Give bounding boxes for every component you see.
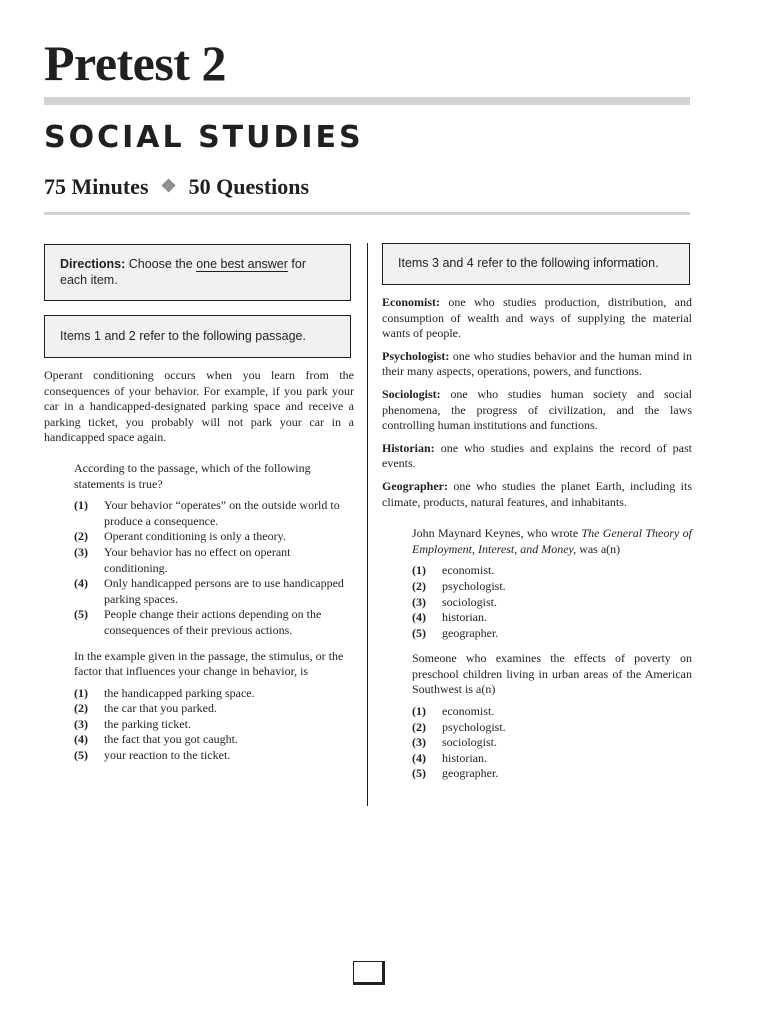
header-rule xyxy=(44,97,690,105)
left-column xyxy=(44,368,354,774)
answer-option[interactable]: (5) geographer. xyxy=(412,766,499,781)
question-1-stem: According to the passage, which of the following statements is true? xyxy=(74,460,311,491)
answer-option[interactable]: (1) the handicapped parking space. xyxy=(74,685,255,700)
time-limit: 75 Minutes xyxy=(44,174,149,199)
right-column xyxy=(382,295,692,792)
answer-option[interactable]: (3) the parking ticket. xyxy=(74,716,191,731)
diamond-separator-icon: ❖ xyxy=(160,176,177,196)
answer-option[interactable]: (2) Operant conditioning is only a theory. xyxy=(74,529,286,544)
test-meta xyxy=(44,176,309,198)
answer-option[interactable]: (4) historian. xyxy=(412,610,487,625)
question-1-options xyxy=(74,498,354,638)
directions-text-post: for each item. xyxy=(60,257,307,287)
answer-option[interactable]: (1) economist. xyxy=(412,563,495,578)
page-marker-icon xyxy=(353,961,385,985)
answer-option[interactable]: (2) psychologist. xyxy=(412,719,506,734)
header-divider xyxy=(44,212,690,215)
answer-option[interactable]: (4) historian. xyxy=(412,750,487,765)
page-title: Pretest 2 xyxy=(44,35,226,91)
answer-option[interactable]: (5) your reaction to the ticket. xyxy=(74,748,231,763)
question-1 xyxy=(74,461,354,639)
question-3-options xyxy=(412,563,692,641)
question-3 xyxy=(412,526,692,641)
definition-economist: Economist: one who studies production, distribution, and consumption of wealth and ways of supplying the material wants of people. xyxy=(382,295,693,341)
answer-option[interactable]: (2) the car that you parked. xyxy=(74,701,217,716)
answer-option[interactable]: (3) sociologist. xyxy=(412,594,498,609)
question-2-options xyxy=(74,686,354,764)
definition-geographer: Geographer: one who studies the planet Earth, including its climate, products, natural features, and inhabitants. xyxy=(382,478,692,509)
answer-option[interactable]: (5) People change their actions depending on the consequences of their previous actions. xyxy=(74,607,322,637)
answer-option[interactable]: (3) sociologist. xyxy=(412,735,498,750)
subject-heading: SOCIAL STUDIES xyxy=(44,120,364,155)
answer-option[interactable]: (4) Only handicapped persons are to use handicapped parking spaces. xyxy=(74,576,344,606)
passage: Operant conditioning occurs when you learn from the consequences of your behavior. For example, if you park your car in a handicapped-designated parking space and receive a parking ticket, you probably will not park your car in a handicapped space again. xyxy=(44,368,354,445)
question-3-stem: John Maynard Keynes, who wrote The General Theory of Employment, Interest, and Money, was a(n) xyxy=(412,526,692,556)
column-divider xyxy=(367,243,368,806)
definition-historian: Historian: one who studies and explains the record of past events. xyxy=(382,440,693,471)
answer-option[interactable]: (2) psychologist. xyxy=(412,578,506,593)
directions-label: Directions: xyxy=(60,257,126,271)
info-box-items-1-2: Items 1 and 2 refer to the following passage. xyxy=(44,315,351,358)
question-count: 50 Questions xyxy=(188,174,310,199)
answer-option[interactable]: (4) the fact that you got caught. xyxy=(74,732,238,747)
question-4 xyxy=(412,651,692,782)
question-4-stem: Someone who examines the effects of poverty on preschool children living in urban areas of the American Southwest is a(n) xyxy=(412,651,692,697)
answer-option[interactable]: (1) Your behavior “operates” on the outside world to produce a consequence. xyxy=(74,498,340,528)
info-box-items-3-4: Items 3 and 4 refer to the following information. xyxy=(382,243,690,285)
directions-box xyxy=(44,244,351,301)
answer-option[interactable]: (5) geographer. xyxy=(412,625,499,640)
directions-text-pre: Choose the xyxy=(128,257,193,271)
question-2-stem: In the example given in the passage, the stimulus, or the factor that influences your change in behavior, is xyxy=(74,648,344,679)
definition-psychologist: Psychologist: one who studies behavior and the human mind in their many aspects, operations, powers, and functions. xyxy=(382,348,693,379)
question-2 xyxy=(74,649,354,764)
question-4-options xyxy=(412,704,692,782)
directions-underlined: one best answer xyxy=(196,257,288,271)
answer-option[interactable]: (1) economist. xyxy=(412,704,495,719)
definition-sociologist: Sociologist: one who studies human society and social phenomena, the progress of civilization, and the laws controlling human institutions and functions. xyxy=(382,386,692,433)
answer-option[interactable]: (3) Your behavior has no effect on operant conditioning. xyxy=(74,544,291,575)
